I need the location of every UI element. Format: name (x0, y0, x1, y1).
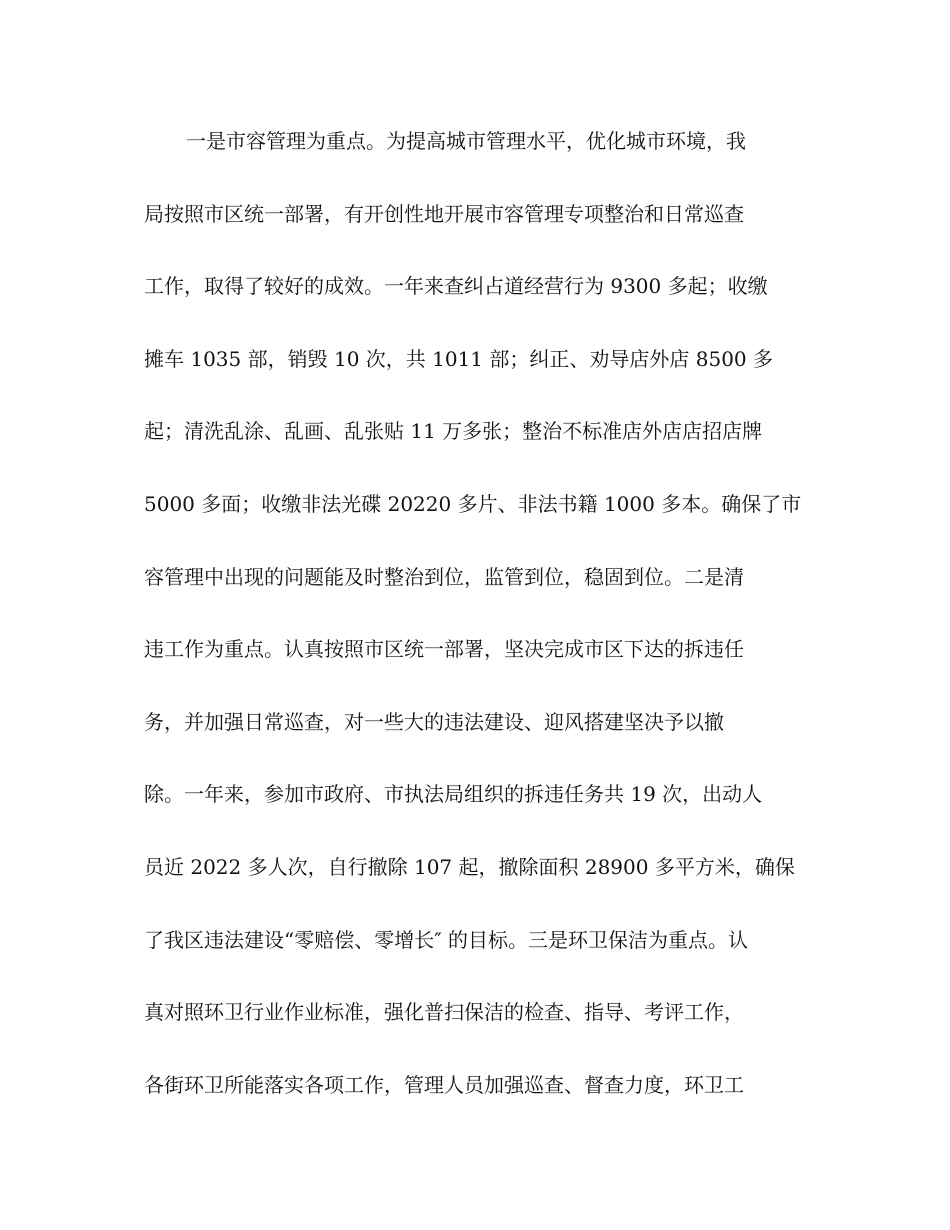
text-line: 一是市容管理为重点。为提高城市管理水平，优化城市环境，我 (186, 129, 746, 153)
text-line: 务，并加强日常巡查，对一些大的违法建设、迎风搭建坚决予以撤 (144, 709, 724, 734)
text-line: 除。一年来，参加市政府、市执法局组织的拆违任务共 19 次，出动人 (144, 782, 763, 807)
text-line: 真对照环卫行业作业标准，强化普扫保洁的检查、指导、考评工作， (144, 1000, 744, 1025)
text-line: 容管理中出现的问题能及时整治到位，监管到位，稳固到位。二是清 (144, 564, 744, 589)
text-line: 违工作为重点。认真按照市区统一部署，坚决完成市区下达的拆违任 (144, 637, 744, 662)
text-line: 各街环卫所能落实各项工作，管理人员加强巡查、督查力度，环卫工 (144, 1072, 744, 1097)
text-line: 5000 多面；收缴非法光碟 20220 多片、非法书籍 1000 多本。确保了市 (144, 491, 802, 516)
text-line: 工作，取得了较好的成效。一年来查纠占道经营行为 9300 多起；收缴 (144, 274, 768, 299)
body-paragraph (144, 121, 824, 1137)
text-line: 起；清洗乱涂、乱画、乱张贴 11 万多张；整治不标准店外店店招店牌 (144, 419, 763, 444)
text-line: 摊车 1035 部，销毁 10 次，共 1011 部；纠正、劝导店外店 8500 多 (144, 346, 774, 371)
text-line: 了我区违法建设“零赔偿、零增长″ 的目标。三是环卫保洁为重点。认 (144, 927, 749, 952)
text-line: 员近 2022 多人次，自行撤除 107 起，撤除面积 28900 多平方米，确保 (144, 854, 795, 879)
text-line: 局按照市区统一部署，有开创性地开展市容管理专项整治和日常巡查 (144, 201, 744, 226)
